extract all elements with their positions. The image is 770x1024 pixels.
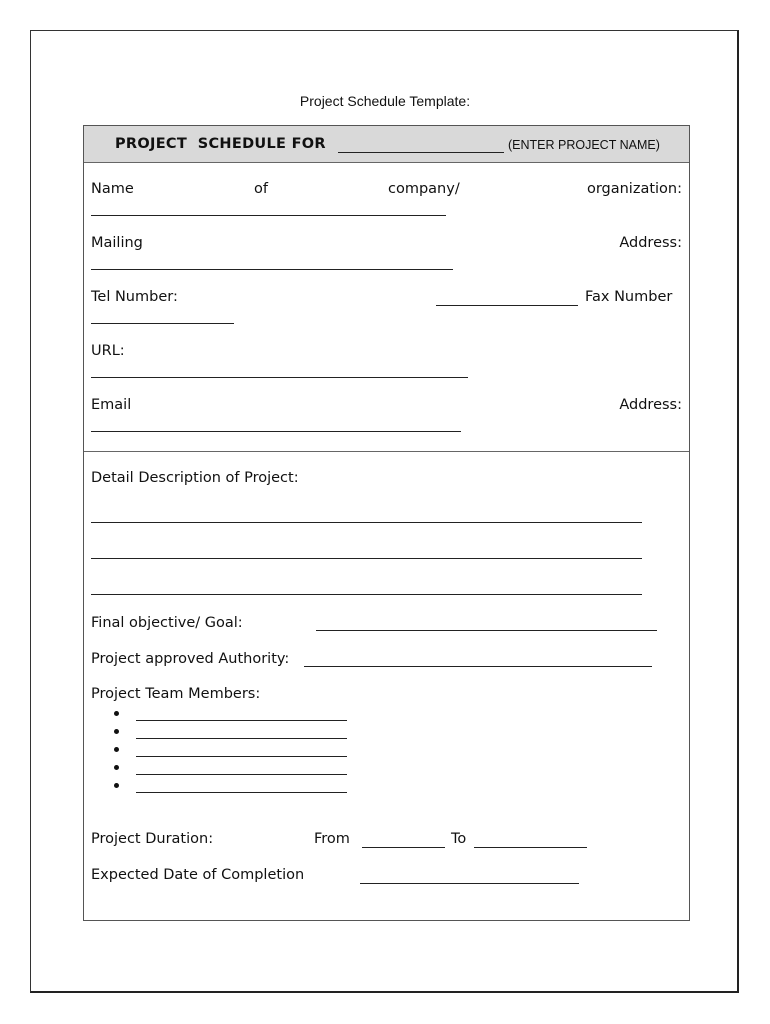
duration-label: Project Duration: — [91, 831, 214, 847]
name-label-word-3: company/ — [388, 181, 460, 197]
team-member-blank-4[interactable] — [136, 774, 347, 775]
description-blank-3[interactable] — [91, 594, 642, 595]
completion-date-blank[interactable] — [360, 883, 579, 884]
description-blank-1[interactable] — [91, 522, 642, 523]
mailing-label: Mailing — [91, 235, 143, 251]
email-label: Email — [91, 397, 132, 413]
email-address-blank[interactable] — [91, 431, 461, 432]
start-date-blank[interactable] — [362, 847, 445, 848]
email-address-label: Address: — [619, 397, 682, 413]
to-label: To — [451, 831, 467, 847]
objective-blank[interactable] — [316, 630, 657, 631]
completion-label: Expected Date of Completion — [91, 867, 305, 883]
team-member-bullet — [114, 747, 119, 752]
objective-label: Final objective/ Goal: — [91, 615, 243, 631]
authority-blank[interactable] — [304, 666, 652, 667]
header-note: (ENTER PROJECT NAME) — [508, 138, 660, 152]
team-member-blank-1[interactable] — [136, 720, 347, 721]
company-name-blank[interactable] — [91, 215, 446, 216]
fax-number-blank[interactable] — [91, 323, 234, 324]
team-member-bullet — [114, 783, 119, 788]
form-header — [84, 126, 689, 163]
authority-label: Project approved Authority: — [91, 651, 290, 667]
name-label-word-1: Name — [91, 181, 134, 197]
team-member-blank-3[interactable] — [136, 756, 347, 757]
project-schedule-form — [83, 125, 690, 921]
team-member-bullet — [114, 711, 119, 716]
team-member-bullet — [114, 765, 119, 770]
end-date-blank[interactable] — [474, 847, 587, 848]
team-member-blank-2[interactable] — [136, 738, 347, 739]
url-blank[interactable] — [91, 377, 468, 378]
team-member-blank-5[interactable] — [136, 792, 347, 793]
description-label: Detail Description of Project: — [91, 470, 299, 486]
name-label-word-2: of — [254, 181, 268, 197]
header-title: PROJECT SCHEDULE FOR — [115, 136, 326, 152]
name-label-word-4: organization: — [586, 181, 682, 197]
from-label: From — [314, 831, 350, 847]
section-divider — [84, 451, 689, 452]
tel-number-blank[interactable] — [436, 305, 578, 306]
team-members-label: Project Team Members: — [91, 686, 261, 702]
mailing-address-label: Address: — [619, 235, 682, 251]
url-label: URL: — [91, 343, 125, 359]
mailing-address-blank[interactable] — [91, 269, 453, 270]
project-name-blank[interactable] — [338, 152, 504, 153]
document-title: Project Schedule Template: — [299, 93, 471, 109]
team-member-bullet — [114, 729, 119, 734]
fax-label: Fax Number — [585, 289, 673, 305]
description-blank-2[interactable] — [91, 558, 642, 559]
tel-label: Tel Number: — [91, 289, 178, 305]
